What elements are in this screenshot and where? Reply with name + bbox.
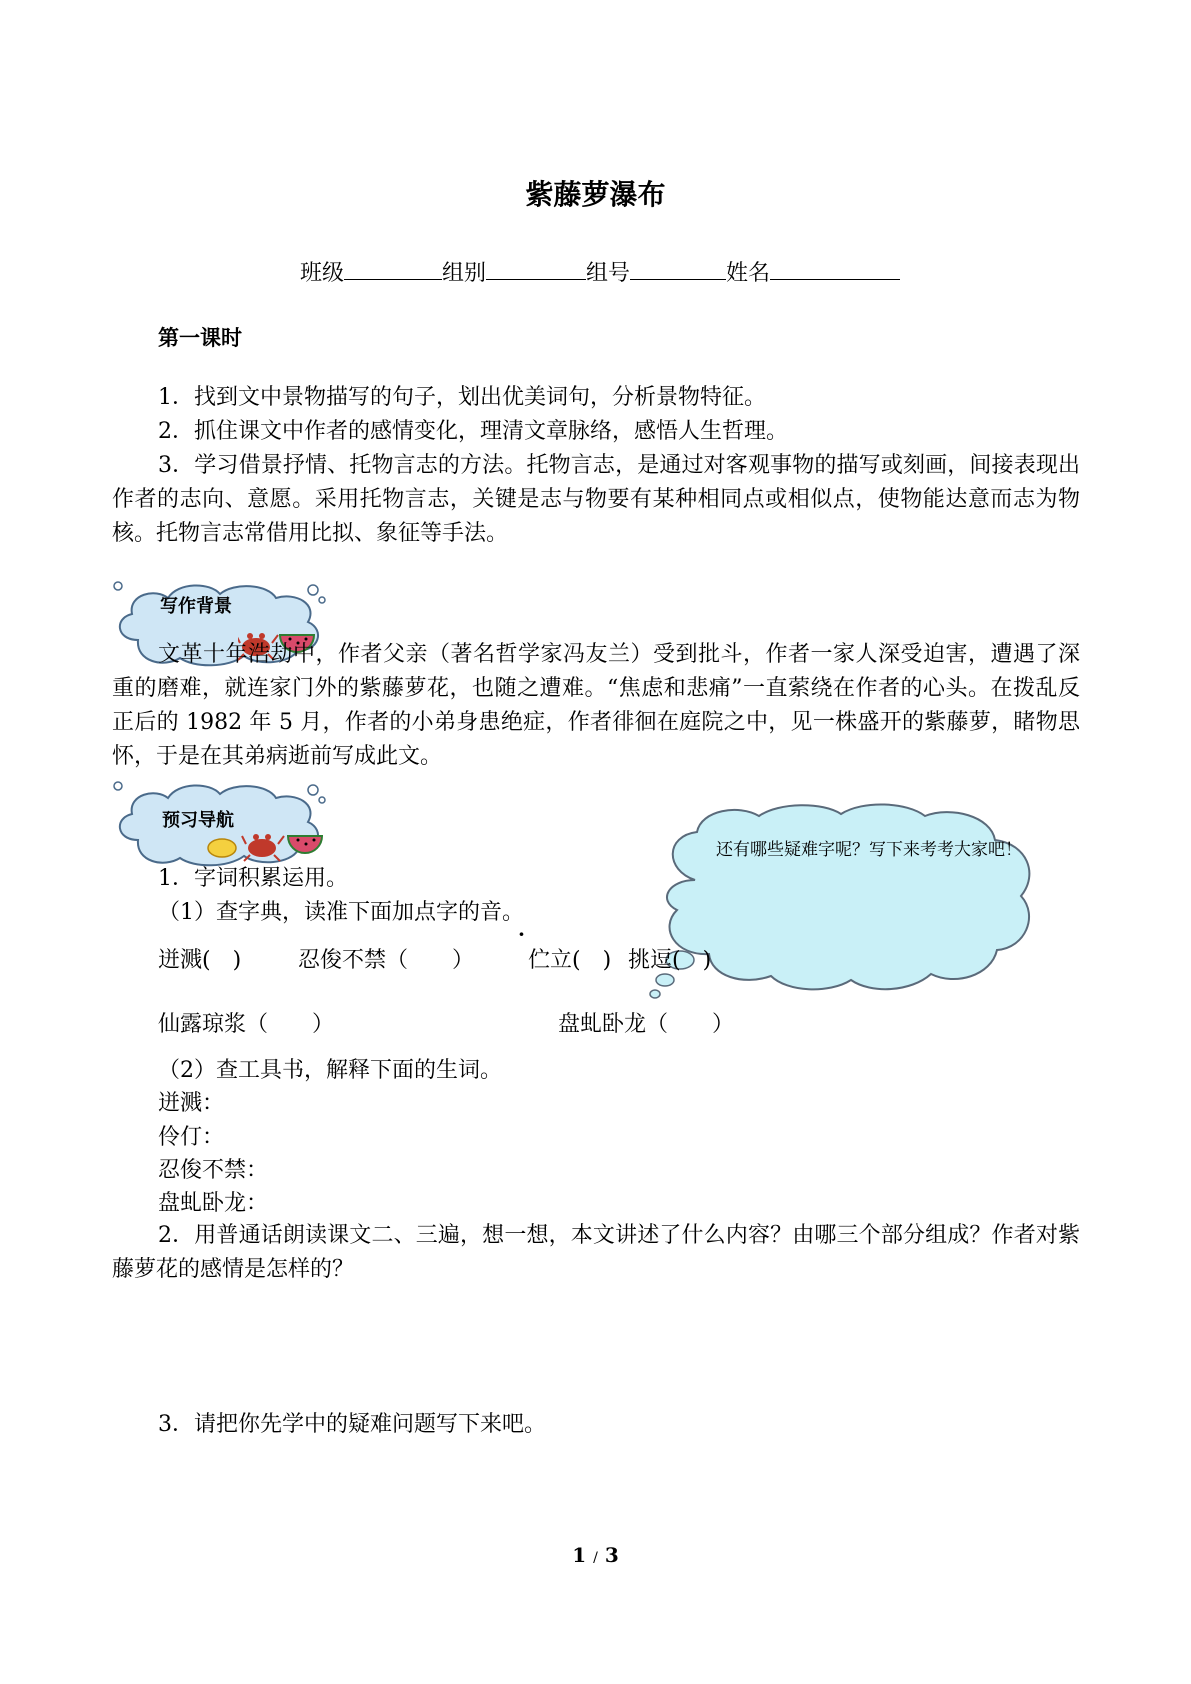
background-text: 文革十年浩劫中，作者父亲（著名哲学家冯友兰）受到批斗，作者一家人深受迫害，遭遇了深重的磨难，就连家门外的紫藤萝花，也随之遭难。“焦虑和悲痛”一直萦绕在作者的心头。在拨乱反正后的 1982 年 5 月，作者的小弟身患绝症，作者徘徊在庭院之中，见一株盛开的紫藤萝，睹物思怀，于是在其弟病逝前写成此文。	[112, 642, 1080, 769]
goal-2: 2．抓住课文中作者的感情变化，理清文章脉络，感悟人生哲理。	[158, 419, 788, 444]
word-item: 伫立( )	[528, 948, 612, 973]
vocab-item: 盘虬卧龙：	[158, 1191, 269, 1216]
question-1: 1．字词积累运用。	[158, 866, 348, 891]
group-no-label: 组号	[586, 261, 631, 286]
group-label: 组别	[442, 261, 487, 286]
vocab-item: 忍俊不禁：	[158, 1158, 269, 1183]
page-number: 1 / 3	[572, 1543, 619, 1567]
class-blank[interactable]	[344, 259, 442, 280]
word-item: 忍俊不禁（ ）	[298, 948, 475, 973]
goal-1: 1．找到文中景物描写的句子，划出优美词句，分析景物特征。	[158, 385, 766, 410]
lesson-heading: 第一课时	[158, 325, 242, 350]
student-info-line	[300, 256, 900, 287]
vocab-item: 伶仃：	[158, 1125, 225, 1150]
word-item: 迸溅( )	[158, 948, 242, 973]
vocab-item: 迸溅：	[158, 1091, 225, 1116]
word-item: 挑逗( )	[628, 948, 712, 973]
word-item: 盘虬卧龙（ ）	[558, 1012, 735, 1037]
question-3: 3．请把你先学中的疑难问题写下来吧。	[158, 1412, 546, 1437]
question-2: 2．用普通话朗读课文二、三遍，想一想，本文讲述了什么内容？由哪三个部分组成？作者对紫藤萝花的感情是怎样的？	[112, 1223, 1080, 1282]
thought-bubble-text: 还有哪些疑难字呢？写下来考考大家吧！	[716, 840, 1022, 860]
question-1-2: （2）查工具书，解释下面的生词。	[158, 1058, 502, 1083]
dot-mark: ·	[518, 922, 525, 946]
name-blank[interactable]	[770, 259, 900, 280]
name-label: 姓名	[726, 261, 771, 286]
class-label: 班级	[300, 261, 345, 286]
group-no-blank[interactable]	[630, 259, 726, 280]
word-item: 仙露琼浆（ ）	[158, 1012, 335, 1037]
question-1-1: （1）查字典，读准下面加点字的音。	[158, 900, 524, 925]
page-title: 紫藤萝瀑布	[525, 178, 666, 211]
group-blank[interactable]	[486, 259, 586, 280]
lemon-crab-melon-icon	[200, 828, 326, 862]
preview-label: 预习导航	[162, 810, 234, 831]
goal-3: 3．学习借景抒情、托物言志的方法。托物言志，是通过对客观事物的描写或刻画，间接表现出作者的志向、意愿。采用托物言志，关键是志与物要有某种相同点或相似点，使物能达意而志为物核。托物言志常借用比拟、象征等手法。	[112, 453, 1080, 546]
background-label: 写作背景	[160, 596, 232, 617]
